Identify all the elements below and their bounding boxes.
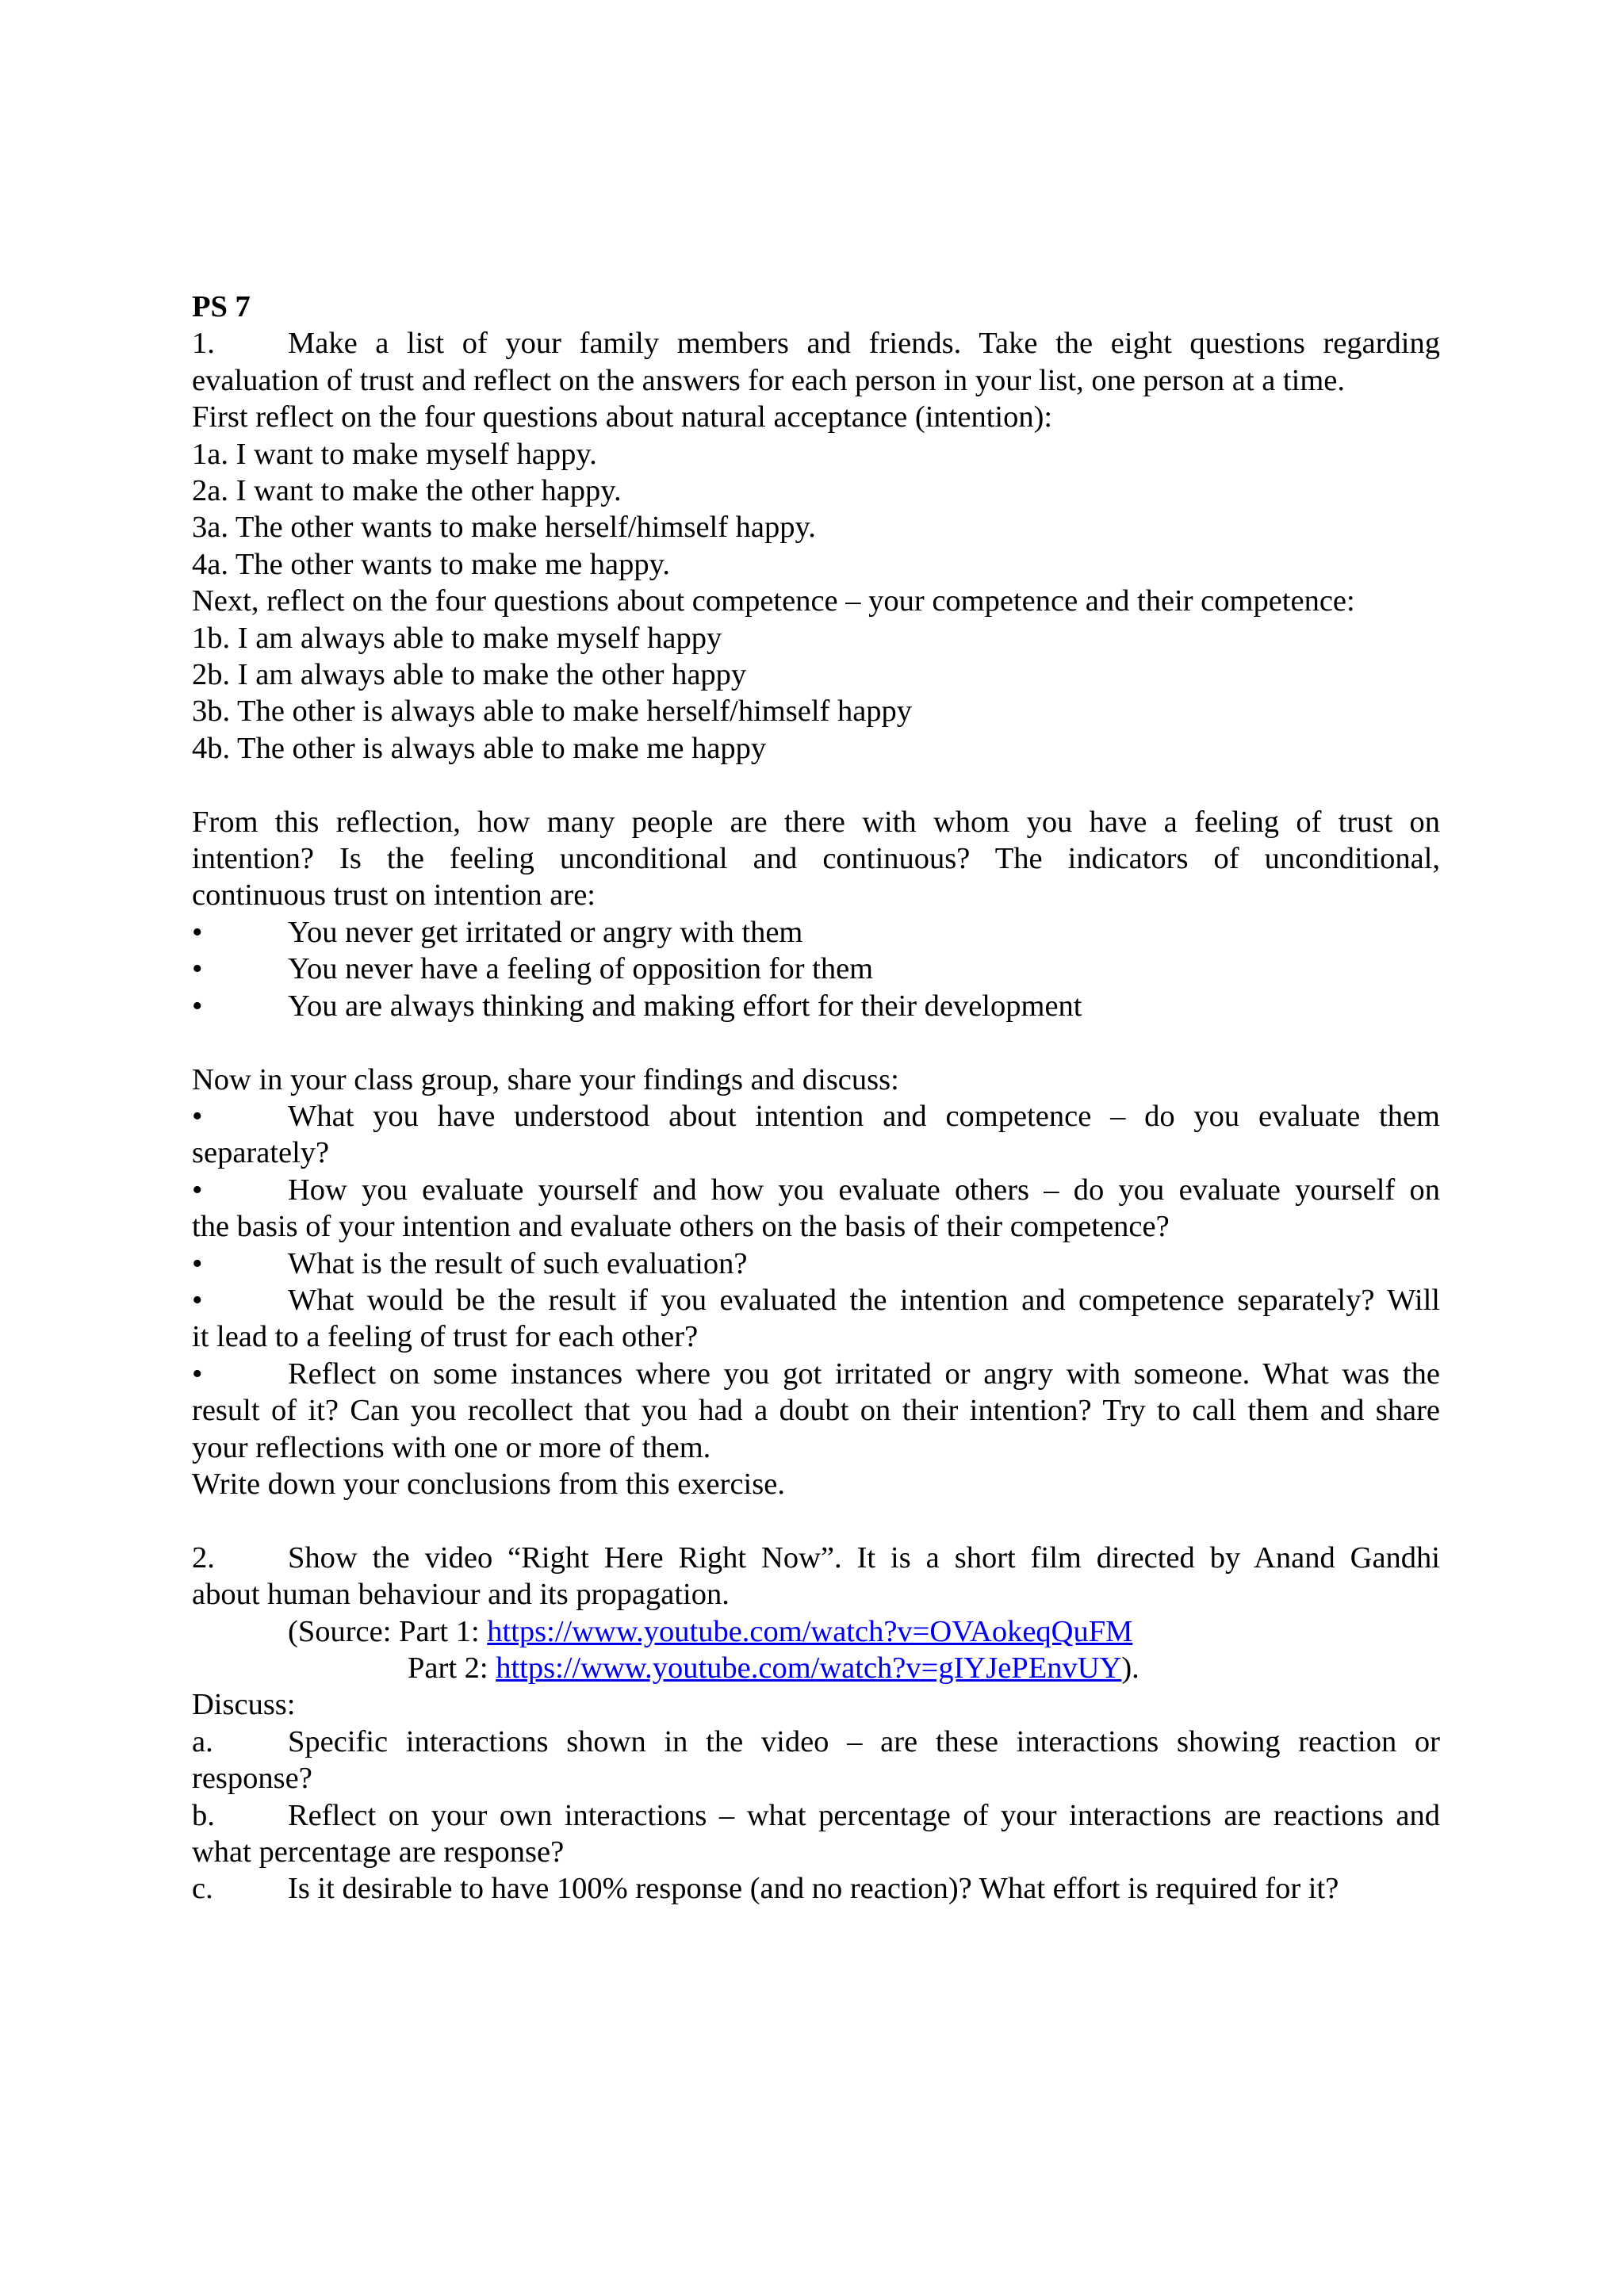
discuss-item: • Reflect on some instances where you got irritated or angry with someone. What was the (192, 1356, 1440, 1392)
discuss-question-cont: what percentage are response? (192, 1835, 565, 1869)
intention-item: 2a. I want to make the other happy. (192, 474, 622, 508)
discuss-label: Discuss: (192, 1688, 296, 1722)
question-2-line-2: about human behaviour and its propagation. (192, 1578, 730, 1612)
question-1-line-1: 1. Make a list of your family members and friends. Take the eight questions regarding (192, 325, 1440, 362)
spacer (192, 767, 1440, 803)
discuss-question: a. Specific interactions shown in the video – are these interactions showing reaction or (192, 1724, 1440, 1760)
intention-intro: First reflect on the four questions about natural acceptance (intention): (192, 400, 1053, 434)
competence-item: 2b. I am always able to make the other happy (192, 658, 747, 692)
share-intro: Now in your class group, share your findings and discuss: (192, 1062, 899, 1096)
bullet: • (192, 915, 203, 949)
reflection-line: continuous trust on intention are: (192, 878, 596, 913)
indicator-item: • You never have a feeling of opposition for them (192, 951, 1440, 987)
competence-item: 3b. The other is always able to make herself/himself happy (192, 695, 913, 729)
item-label: b. (192, 1798, 215, 1832)
video-link-part-2[interactable]: https://www.youtube.com/watch?v=gIYJePEnvUY (496, 1651, 1122, 1685)
source-line-1: (Source: Part 1: https://www.youtube.com/watch?v=OVAokeqQuFM (288, 1614, 1133, 1648)
discuss-question: c. Is it desirable to have 100% response (and no reaction)? What effort is required for it? (192, 1870, 1440, 1907)
discuss-question: b. Reflect on your own interactions – what percentage of your interactions are reactions and (192, 1797, 1440, 1834)
question-1-line-2: evaluation of trust and reflect on the answers for each person in your list, one person at a time. (192, 363, 1345, 397)
intention-item: 3a. The other wants to make herself/himself happy. (192, 511, 816, 545)
bullet: • (192, 989, 203, 1023)
question-number: 1. (192, 327, 215, 361)
discuss-item: • What you have understood about intention and competence – do you evaluate them (192, 1098, 1440, 1135)
discuss-item-cont: result of it? Can you recollect that you had a doubt on their intention? Try to call them and share (192, 1394, 1440, 1428)
video-link-part-1[interactable]: https://www.youtube.com/watch?v=OVAokeqQuFM (487, 1614, 1133, 1648)
indicator-item: • You are always thinking and making effort for their development (192, 988, 1440, 1024)
intention-item: 4a. The other wants to make me happy. (192, 547, 670, 581)
competence-item: 1b. I am always able to make myself happy (192, 621, 722, 655)
intention-item: 1a. I want to make myself happy. (192, 437, 597, 471)
discuss-item-cont: separately? (192, 1136, 330, 1170)
discuss-item-cont: it lead to a feeling of trust for each other? (192, 1320, 699, 1354)
bullet: • (192, 1099, 203, 1133)
section-title: PS 7 (192, 290, 251, 323)
conclusion-line: Write down your conclusions from this exercise. (192, 1467, 785, 1501)
discuss-item-cont: your reflections with one or more of them. (192, 1430, 711, 1464)
question-number: 2. (192, 1540, 215, 1575)
indicator-item: • You never get irritated or angry with them (192, 914, 1440, 951)
discuss-item: • How you evaluate yourself and how you evaluate others – do you evaluate yourself on (192, 1172, 1440, 1208)
spacer (192, 1502, 1440, 1539)
bullet: • (192, 952, 203, 986)
competence-item: 4b. The other is always able to make me happy (192, 731, 767, 765)
bullet: • (192, 1357, 203, 1391)
bullet: • (192, 1283, 203, 1317)
discuss-question-cont: response? (192, 1762, 312, 1796)
competence-intro: Next, reflect on the four questions about competence – your competence and their competence: (192, 584, 1355, 618)
reflection-line: From this reflection, how many people are there with whom you have a feeling of trust on (192, 805, 1440, 839)
bullet: • (192, 1173, 203, 1207)
source-line-2: Part 2: https://www.youtube.com/watch?v=gIYJePEnvUY). (408, 1651, 1139, 1685)
discuss-item-cont: the basis of your intention and evaluate others on the basis of their competence? (192, 1210, 1170, 1244)
item-label: c. (192, 1872, 213, 1906)
discuss-item: • What would be the result if you evaluated the intention and competence separately? Will (192, 1282, 1440, 1318)
reflection-line: intention? Is the feeling unconditional and continuous? The indicators of unconditional, (192, 842, 1440, 876)
document-page (192, 289, 1440, 1908)
item-label: a. (192, 1724, 213, 1758)
question-2-line-1: 2. Show the video “Right Here Right Now”. It is a short film directed by Anand Gandhi (192, 1540, 1440, 1576)
discuss-item: • What is the result of such evaluation? (192, 1246, 1440, 1282)
bullet: • (192, 1246, 203, 1280)
spacer (192, 1024, 1440, 1061)
